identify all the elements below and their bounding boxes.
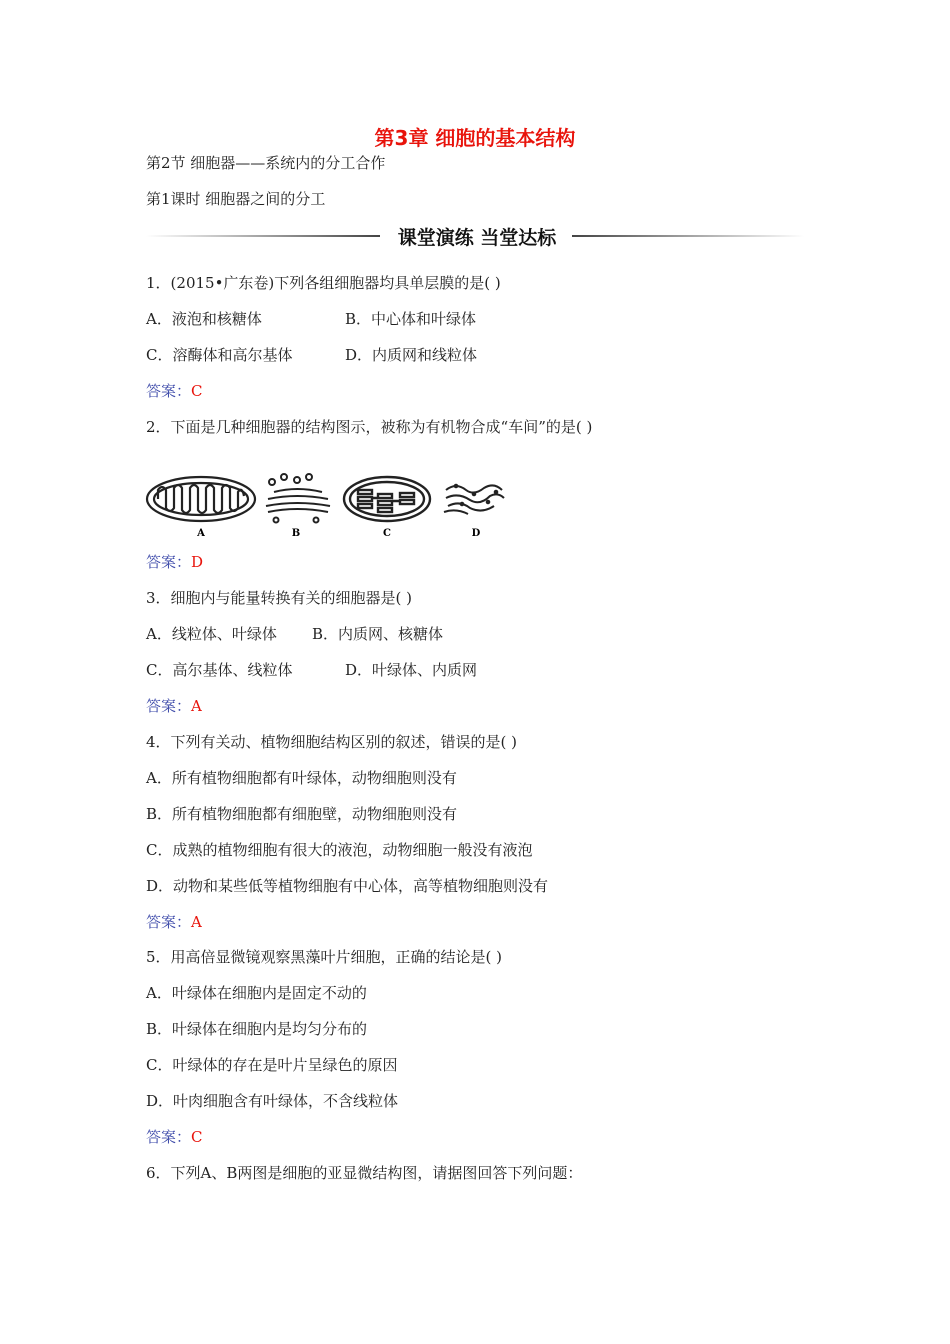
q5-option-d: D．叶肉细胞含有叶绿体，不含线粒体 [146,1092,399,1110]
answer-label: 答案： [146,913,192,931]
section-heading: 第2节 细胞器——系统内的分工合作 [146,154,386,172]
banner-rule-left [146,235,380,237]
q3-option-a: A．线粒体、叶绿体 [146,625,277,643]
q3-option-b: B．内质网、核糖体 [312,625,444,643]
q4-option-b: B．所有植物细胞都有细胞壁，动物细胞则没有 [146,805,458,823]
answer-value: C [191,1128,203,1146]
q3-option-c: C．高尔基体、线粒体 [146,661,293,679]
answer-value: D [191,553,204,571]
answer-value: C [191,382,203,400]
answer-label: 答案： [146,553,192,571]
q5-stem: 5．用高倍显微镜观察黑藻叶片细胞，正确的结论是( ) [146,948,503,966]
q4-option-d: D．动物和某些低等植物细胞有中心体，高等植物细胞则没有 [146,877,549,895]
q6-stem: 6．下列A、B两图是细胞的亚显微结构图，请据图回答下列问题： [146,1164,583,1182]
q3-option-d: D．叶绿体、内质网 [345,661,478,679]
q1-option-a: A．液泡和核糖体 [146,310,262,328]
figure-label-b: B [291,528,301,539]
q4-option-c: C．成熟的植物细胞有很大的液泡，动物细胞一般没有液泡 [146,841,533,859]
q4-stem: 4．下列有关动、植物细胞结构区别的叙述，错误的是( ) [146,733,518,751]
banner-text: 课堂演练 当堂达标 [397,227,557,249]
mitochondrion-drawing [147,477,255,521]
q5-option-a: A．叶绿体在细胞内是固定不动的 [146,984,367,1002]
q1-option-b: B．中心体和叶绿体 [345,310,477,328]
figure-label-c: C [383,528,391,539]
q2-answer [146,552,203,572]
q5-option-b: B．叶绿体在细胞内是均匀分布的 [146,1020,368,1038]
chapter-title: 第3章 细胞的基本结构 [374,126,576,150]
q5-option-c: C．叶绿体的存在是叶片呈绿色的原因 [146,1056,398,1074]
figure-label-a: A [197,528,205,539]
q1-option-d: D．内质网和线粒体 [345,346,478,364]
q4-answer [146,912,202,932]
answer-value: A [191,913,202,931]
q3-stem: 3．细胞内与能量转换有关的细胞器是( ) [146,589,413,607]
er-drawing [444,485,504,514]
banner-rule-right [572,235,804,237]
practice-banner [146,223,806,247]
q3-answer [146,696,202,716]
organelle-figure [144,468,506,544]
answer-label: 答案： [146,1128,192,1146]
answer-label: 答案： [146,697,192,715]
q1-answer [146,381,203,401]
answer-label: 答案： [146,382,192,400]
q1-stem: 1．(2015•广东卷)下列各组细胞器均具单层膜的是( ) [146,274,501,292]
chloroplast-drawing [344,477,430,521]
lesson-heading: 第1课时 细胞器之间的分工 [146,190,326,208]
golgi-drawing [266,474,330,523]
q2-stem: 2．下面是几种细胞器的结构图示，被称为有机物合成“车间”的是( ) [146,418,593,436]
figure-label-d: D [471,528,481,539]
answer-value: A [191,697,202,715]
q5-answer [146,1127,203,1147]
q1-option-c: C．溶酶体和高尔基体 [146,346,293,364]
q4-option-a: A．所有植物细胞都有叶绿体，动物细胞则没有 [146,769,457,787]
